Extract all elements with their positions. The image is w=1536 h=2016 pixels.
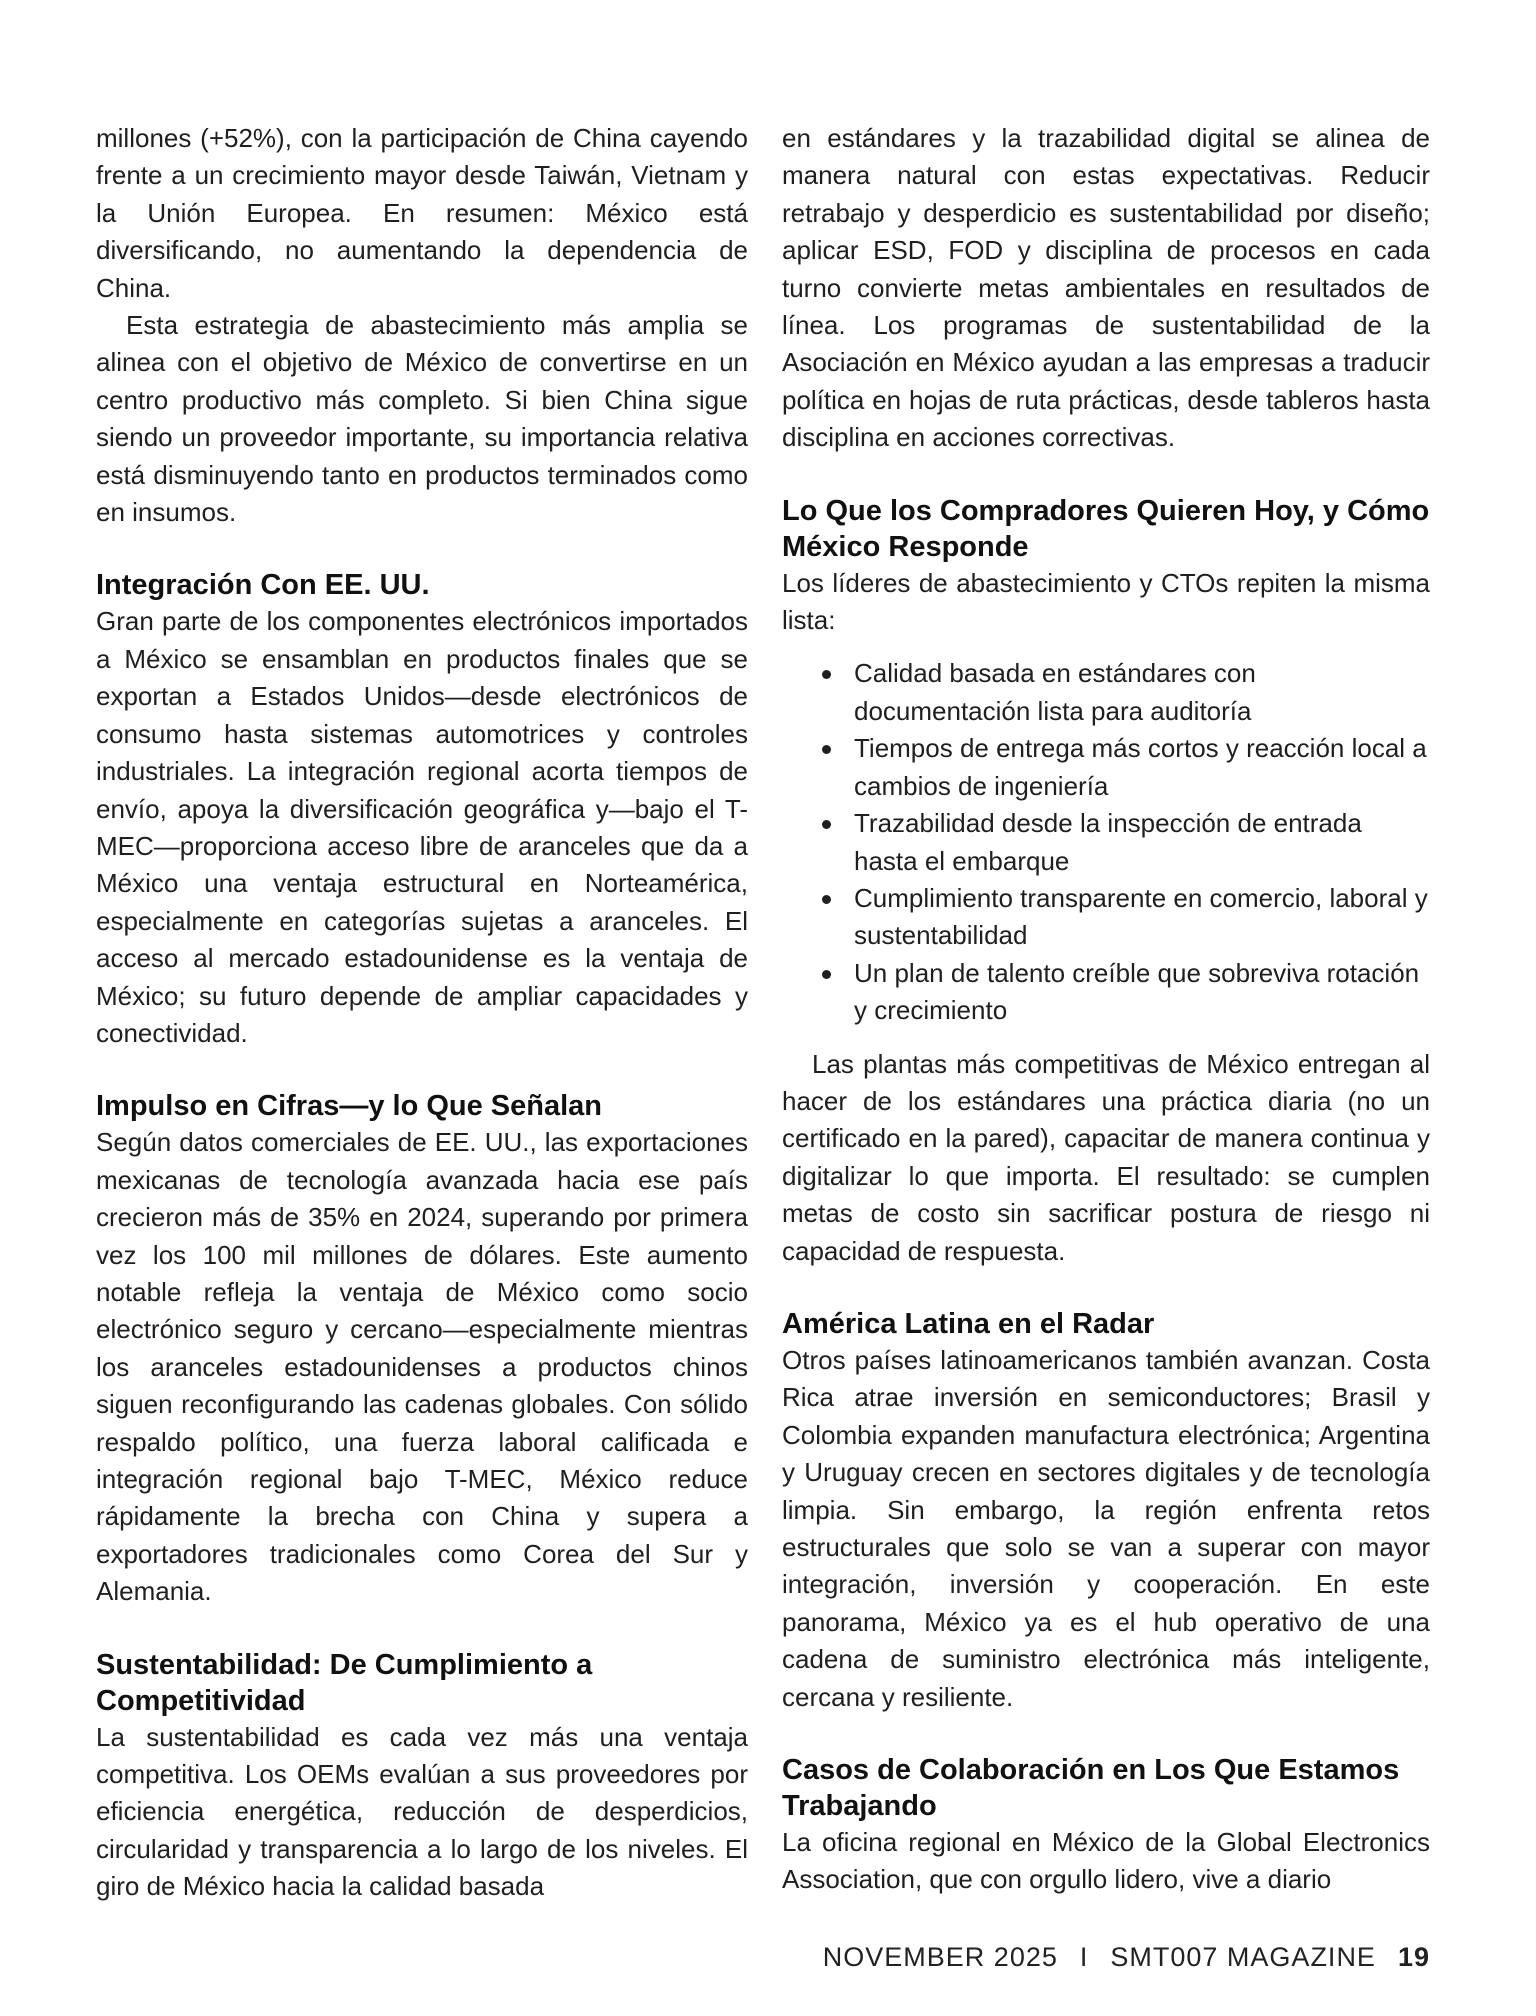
paragraph-plantas: Las plantas más competitivas de México entregan al hacer de los estándares una práctica diaria (no un certificado en la pared), capacitar de manera continua y digitalizar lo que importa. El resultado: se cumplen metas de costo sin sacrificar postura de riesgo ni capacidad de respuesta. <box>782 1048 1430 1266</box>
paragraph-china-diversification: millones (+52%), con la participación de China cayendo frente a un crecimiento mayor desde Taiwán, Vietnam y la Unión Europea. En resumen: México está diversificando, no aumentando la dependencia de China. <box>96 123 748 303</box>
left-column <box>96 120 748 1906</box>
heading-america-latina: América Latina en el Radar <box>782 1307 1155 1340</box>
paragraph-integracion: Gran parte de los componentes electrónicos importados a México se ensamblan en productos finales que se exportan a Estados Unidos—desde electrónicos de consumo hasta sistemas automotrices y controles industriales. La integración regional acorta tiempos de envío, apoya la diversificación geográfica y—bajo el T-MEC—proporciona acceso libre de aranceles que da a México una ventaja estructural en Norteamérica, especialmente en categorías sujetas a aranceles. El acceso al mercado estadounidense es la ventaja de México; su futuro depende de ampliar capacidades y conectividad. <box>96 606 748 1048</box>
paragraph-compradores: Los líderes de abastecimiento y CTOs repiten la misma lista: <box>782 567 1430 636</box>
heading-casos: Casos de Colaboración en Los Que Estamos Trabajando <box>782 1754 1400 1823</box>
list-item: Trazabilidad desde la inspección de entrada hasta el embarque <box>782 805 1430 880</box>
page-footer <box>823 1942 1430 1973</box>
heading-compradores: Lo Que los Compradores Quieren Hoy, y Cómo México Responde <box>782 494 1430 563</box>
paragraph-sourcing-strategy: Esta estrategia de abastecimiento más amplia se alinea con el objetivo de México de convertirse en un centro productivo más completo. Si bien China sigue siendo un proveedor importante, su importancia relativa está disminuyendo tanto en productos terminados como en insumos. <box>96 310 748 528</box>
footer-issue-date: NOVEMBER 2025 <box>822 1942 1058 1972</box>
list-item: Cumplimiento transparente en comercio, laboral y sustentabilidad <box>782 880 1430 955</box>
footer-magazine-name: SMT007 MAGAZINE <box>1110 1942 1376 1972</box>
right-column <box>782 120 1430 1899</box>
list-item: Un plan de talento creíble que sobreviva rotación y crecimiento <box>782 955 1430 1030</box>
paragraph-impulso: Según datos comerciales de EE. UU., las exportaciones mexicanas de tecnología avanzada hacia ese país crecieron más de 35% en 2024, superando por primera vez los 100 mil millones de dólares. Este aumento notable refleja la ventaja de México como socio electrónico seguro y cercano—especialmente mientras los aranceles estadounidenses a productos chinos siguen reconfigurando las cadenas globales. Con sólido respaldo político, una fuerza laboral calificada e integración regional bajo T-MEC, México reduce rápidamente la brecha con China y supera a exportadores tradicionales como Corea del Sur y Alemania. <box>96 1127 748 1607</box>
heading-integracion: Integración Con EE. UU. <box>96 569 430 602</box>
paragraph-casos: La oficina regional en México de la Global Electronics Association, que con orgullo lidero, vive a diario <box>782 1827 1430 1895</box>
page-number: 19 <box>1397 1942 1430 1972</box>
paragraph-sustentabilidad-cont: en estándares y la trazabilidad digital se alinea de manera natural con estas expectativas. Reducir retrabajo y desperdicio es sustentabilidad por diseño; aplicar ESD, FOD y disciplina de procesos en cada turno convierte metas ambientales en resultados de línea. Los programas de sustentabilidad de la Asociación en México ayudan a las empresas a traducir política en hojas de ruta prácticas, desde tableros hasta disciplina en acciones correctivas. <box>782 123 1430 453</box>
heading-impulso: Impulso en Cifras—y lo Que Señalan <box>96 1090 603 1123</box>
paragraph-america-latina: Otros países latinoamericanos también avanzan. Costa Rica atrae inversión en semiconductores; Brasil y Colombia expanden manufactura electrónica; Argentina y Uruguay crecen en sectores digitales y de tecnología limpia. Sin embargo, la región enfrenta retos estructurales que solo se van a superar con mayor integración, inversión y cooperación. En este panorama, México ya es el hub operativo de una cadena de suministro electrónica más inteligente, cercana y resiliente. <box>782 1344 1430 1712</box>
list-item: Tiempos de entrega más cortos y reacción local a cambios de ingeniería <box>782 730 1430 805</box>
heading-sustentabilidad: Sustentabilidad: De Cumplimiento a Competitividad <box>96 1648 593 1717</box>
buyer-requirements-list <box>782 655 1430 1029</box>
footer-separator: I <box>1079 1942 1089 1972</box>
paragraph-sustentabilidad: La sustentabilidad es cada vez más una ventaja competitiva. Los OEMs evalúan a sus proveedores por eficiencia energética, reducción de desperdicios, circularidad y transparencia a lo largo de los niveles. El giro de México hacia la calidad basada <box>96 1721 748 1902</box>
list-item: Calidad basada en estándares con documentación lista para auditoría <box>782 655 1430 730</box>
